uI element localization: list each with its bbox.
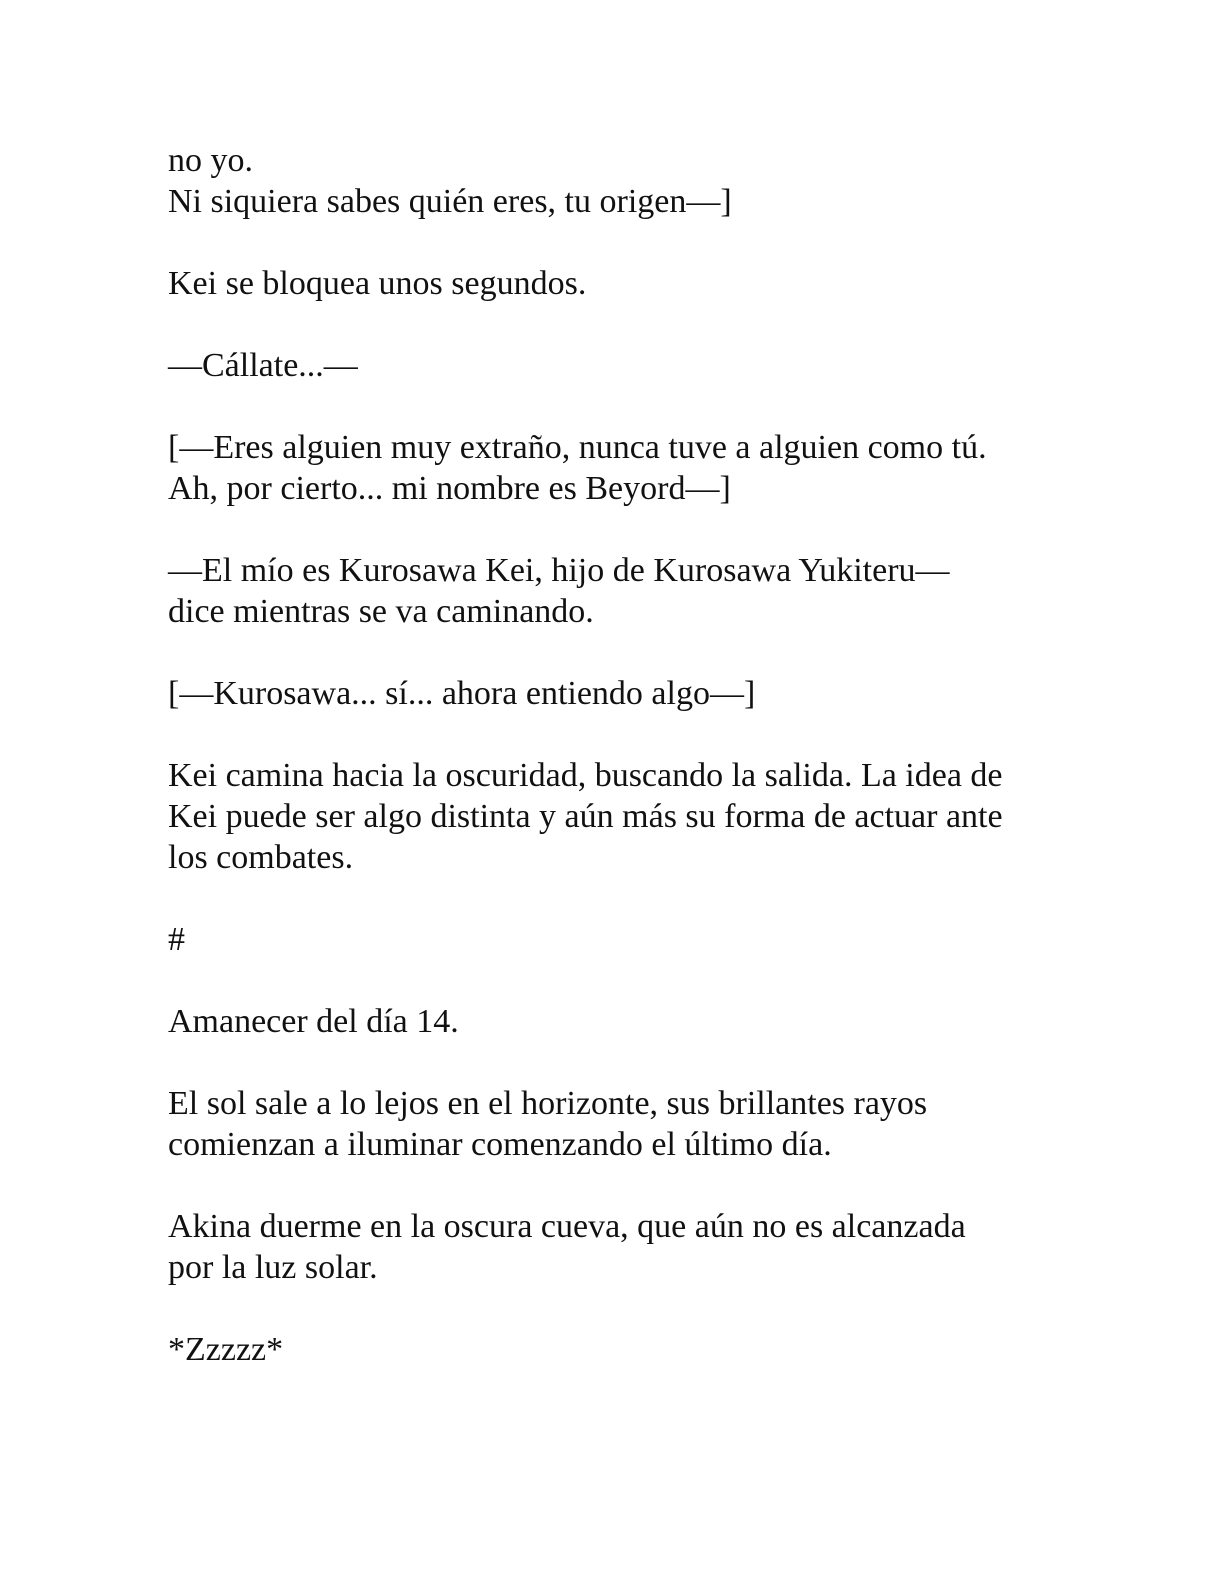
- text-line: —Cállate...—: [168, 347, 358, 384]
- paragraph: [168, 1329, 1068, 1370]
- text-line: Kei puede ser algo distinta y aún más su forma de actuar ante: [168, 798, 1003, 835]
- paragraph: [168, 427, 1068, 509]
- text-line: —El mío es Kurosawa Kei, hijo de Kurosawa Yukiteru—: [168, 552, 950, 589]
- text-line: Ah, por cierto... mi nombre es Beyord—]: [168, 470, 731, 507]
- text-line: Akina duerme en la oscura cueva, que aún no es alcanzada: [168, 1208, 966, 1245]
- paragraph: [168, 263, 1068, 304]
- paragraph: [168, 1206, 1068, 1288]
- text-line: dice mientras se va caminando.: [168, 593, 594, 630]
- text-line: Kei camina hacia la oscuridad, buscando la salida. La idea de: [168, 757, 1003, 794]
- paragraph: [168, 755, 1068, 878]
- paragraph: [168, 140, 1068, 222]
- paragraph: [168, 1083, 1068, 1165]
- text-line: Kei se bloquea unos segundos.: [168, 265, 587, 302]
- paragraph: [168, 673, 1068, 714]
- text-line: los combates.: [168, 839, 354, 876]
- text-line: El sol sale a lo lejos en el horizonte, sus brillantes rayos: [168, 1085, 928, 1122]
- scene-break: #: [168, 921, 185, 958]
- text-line: [—Kurosawa... sí... ahora entiendo algo—]: [168, 675, 756, 712]
- document-body: [168, 140, 1068, 1411]
- text-line: *Zzzzz*: [168, 1331, 284, 1368]
- text-line: por la luz solar.: [168, 1249, 378, 1286]
- paragraph: [168, 345, 1068, 386]
- text-line: [—Eres alguien muy extraño, nunca tuve a alguien como tú.: [168, 429, 987, 466]
- text-line: Ni siquiera sabes quién eres, tu origen—]: [168, 183, 732, 220]
- text-line: comienzan a iluminar comenzando el último día.: [168, 1126, 832, 1163]
- paragraph: [168, 919, 1068, 960]
- text-line: no yo.: [168, 142, 253, 179]
- paragraph: [168, 550, 1068, 632]
- paragraph: [168, 1001, 1068, 1042]
- text-line: Amanecer del día 14.: [168, 1003, 459, 1040]
